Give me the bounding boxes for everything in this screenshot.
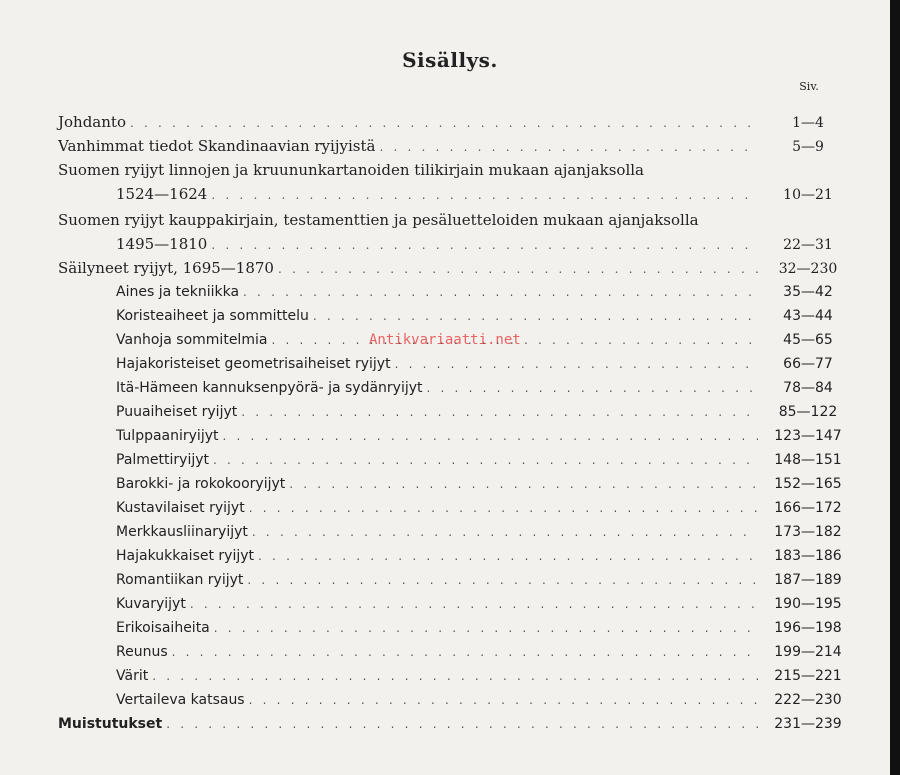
- toc-entry-pages: 78—84: [783, 380, 833, 396]
- leader-dots: [249, 498, 758, 518]
- leader-dots: [166, 714, 758, 734]
- leader-dots: [247, 570, 758, 590]
- toc-entry: [116, 618, 848, 638]
- toc-entry-pages: 231—239: [774, 716, 842, 732]
- toc-entry-label: Vanhimmat tiedot Skandinaavian ryijyistä: [58, 137, 376, 155]
- leader-dots: [379, 137, 758, 157]
- toc-entry-first-line: Suomen ryijyt linnojen ja kruununkartanoiden tilikirjain mukaan ajanjaksolla: [58, 161, 644, 179]
- toc-entry: [116, 690, 848, 710]
- toc-entry-pages: 10—21: [783, 187, 833, 203]
- toc-entry: [58, 714, 848, 734]
- toc-entry: [116, 570, 848, 590]
- toc-entry-label: Tulppaaniryijyt: [116, 428, 219, 444]
- leader-dots: [213, 450, 758, 470]
- leader-dots: [130, 113, 758, 133]
- leader-dots: [190, 594, 758, 614]
- toc-entry-label: Hajakukkaiset ryijyt: [116, 548, 255, 564]
- pages-column-header: Siv.: [799, 80, 819, 93]
- toc-entry-pages: 183—186: [774, 548, 842, 564]
- toc-entry-label: Johdanto: [58, 113, 126, 131]
- leader-dots: [243, 282, 758, 302]
- toc-entry-label: Merkkausliinaryijyt: [116, 524, 248, 540]
- toc-entry: [116, 234, 848, 254]
- leader-dots: [152, 666, 758, 686]
- leader-dots: [427, 378, 759, 398]
- leader-dots: [211, 235, 758, 255]
- toc-entry-first-line: Suomen ryijyt kauppakirjain, testamenttien ja pesäluetteloiden mukaan ajanjaksolla: [58, 211, 699, 229]
- leader-dots: [222, 426, 758, 446]
- toc-entry: [116, 522, 848, 542]
- toc-entry: [116, 546, 848, 566]
- toc-entry-pages: 1—4: [792, 115, 824, 131]
- leader-dots: [395, 354, 758, 374]
- leader-dots: [211, 185, 758, 205]
- toc-entry-label: Aines ja tekniikka: [116, 284, 240, 300]
- toc-entry-label: Itä-Hämeen kannuksenpyörä- ja sydänryijyt: [116, 380, 423, 396]
- toc-entry: [116, 666, 848, 686]
- toc-entry-pages: 166—172: [774, 500, 842, 516]
- toc-entry-pages: 215—221: [774, 668, 842, 684]
- toc-entry: [58, 258, 848, 278]
- toc-entry-pages: 43—44: [783, 308, 833, 324]
- leader-dots: [249, 690, 758, 710]
- toc-entry-pages: 123—147: [774, 428, 842, 444]
- toc-entry-pages: 22—31: [783, 237, 833, 253]
- leader-dots: [172, 642, 758, 662]
- toc-entry: [116, 474, 848, 494]
- watermark: Antikvariaatti.net: [369, 332, 521, 348]
- toc-entry-label: Reunus: [116, 644, 168, 660]
- page-title: Sisällys.: [402, 48, 498, 72]
- toc-entry: [116, 450, 848, 470]
- toc-entry: [116, 498, 848, 518]
- page-edge-shadow: [890, 0, 900, 775]
- toc-entry: [116, 306, 848, 326]
- toc-entry-pages: 85—122: [778, 404, 838, 420]
- toc-entry-pages: 173—182: [774, 524, 842, 540]
- toc-entry: [116, 426, 848, 446]
- toc-entry: [116, 378, 848, 398]
- leader-dots: [258, 546, 758, 566]
- toc-entry-pages: 5—9: [792, 139, 824, 155]
- toc-entry-pages: 66—77: [783, 356, 833, 372]
- toc-entry-label: Romantiikan ryijyt: [116, 572, 244, 588]
- toc-entry-pages: 196—198: [774, 620, 842, 636]
- toc-entry-pages: 148—151: [774, 452, 842, 468]
- toc-entry: [116, 354, 848, 374]
- toc-entry-label: Muistutukset: [58, 716, 163, 732]
- leader-dots: [313, 306, 758, 326]
- toc-entry: [116, 402, 848, 422]
- toc-entry-label: Puuaiheiset ryijyt: [116, 404, 238, 420]
- toc-entry-label: 1495—1810: [116, 235, 208, 253]
- toc-entry-pages: 222—230: [774, 692, 842, 708]
- toc-entry-label: Koristeaiheet ja sommittelu: [116, 308, 309, 324]
- toc-entry-label: Palmettiryijyt: [116, 452, 209, 468]
- leader-dots: [278, 259, 758, 279]
- toc-entry: [116, 642, 848, 662]
- leader-dots: [252, 522, 758, 542]
- toc-entry: [116, 184, 848, 204]
- toc-entry-pages: 45—65: [783, 332, 833, 348]
- toc-entry: [116, 330, 848, 350]
- toc-entry-pages: 187—189: [774, 572, 842, 588]
- toc-entry-label: Hajakoristeiset geometrisaiheiset ryijyt: [116, 356, 391, 372]
- toc-entry-pages: 190—195: [774, 596, 842, 612]
- leader-dots: [214, 618, 758, 638]
- toc-entry-pages: 32—230: [778, 261, 838, 277]
- toc-entry-pages: 199—214: [774, 644, 842, 660]
- toc-entry-label: Säilyneet ryijyt, 1695—1870: [58, 259, 274, 277]
- toc-entry: [116, 282, 848, 302]
- toc-entry-label: Erikoisaiheita: [116, 620, 210, 636]
- toc-entry-label: 1524—1624: [116, 185, 208, 203]
- toc-entry-pages: 152—165: [774, 476, 842, 492]
- toc-entry: [58, 136, 848, 156]
- toc-entry-label: Barokki- ja rokokooryijyt: [116, 476, 286, 492]
- toc-entry-label: Kuvaryijyt: [116, 596, 186, 612]
- toc-entry-label: Värit: [116, 668, 149, 684]
- toc-entry-label: Kustavilaiset ryijyt: [116, 500, 245, 516]
- toc-entry: [58, 112, 848, 132]
- leader-dots: [271, 330, 758, 350]
- toc-entry-pages: 35—42: [783, 284, 833, 300]
- leader-dots: [241, 402, 758, 422]
- leader-dots: [289, 474, 758, 494]
- toc-entry-label: Vertaileva katsaus: [116, 692, 245, 708]
- toc-entry: [116, 594, 848, 614]
- toc-entry-label: Vanhoja sommitelmia: [116, 332, 268, 348]
